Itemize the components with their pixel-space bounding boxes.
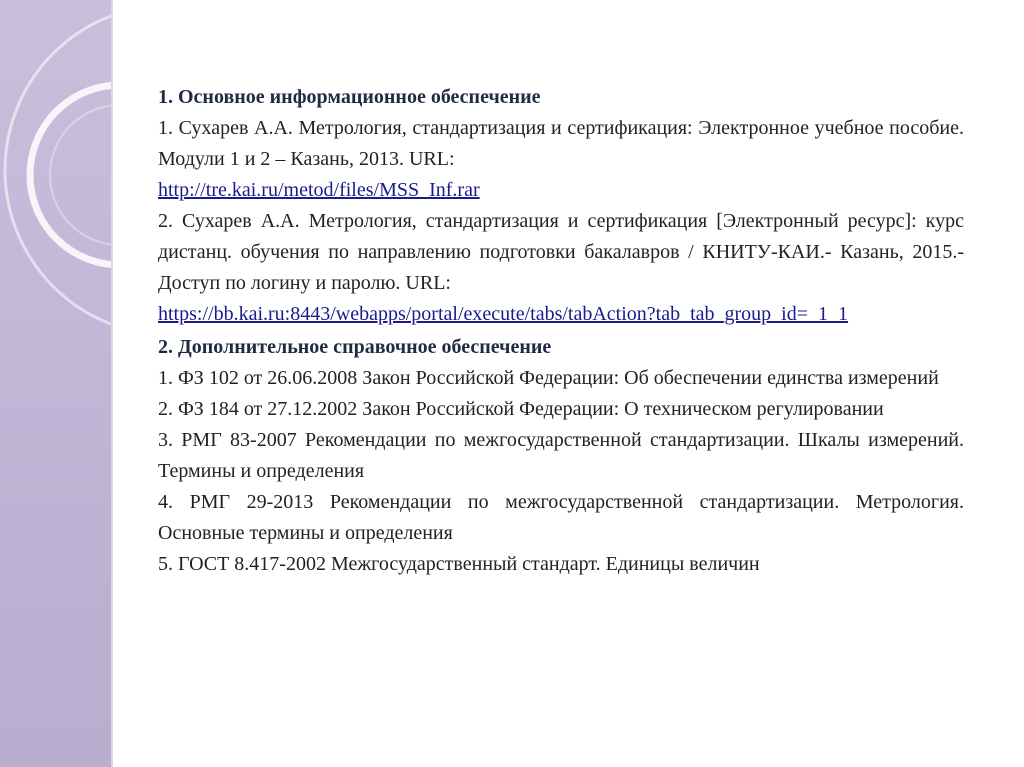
section-1-item-1-link[interactable]: http://tre.kai.ru/metod/files/MSS_Inf.rar xyxy=(158,179,480,201)
section-2-heading: 2. Дополнительное справочное обеспечение xyxy=(158,336,552,358)
section-1-item-2-text: 2. Сухарев А.А. Метрология, стандартизация и сертификация [Электронный ресурс]: курс дистанц. обучения по направлению подготовки бакалавров / КНИТУ-КАИ.- Казань, 2015.-Доступ по логину и паролю. URL: xyxy=(158,210,964,294)
decorative-circle-large xyxy=(5,5,111,335)
section-1-item-2 xyxy=(158,206,964,330)
decorative-circles xyxy=(0,0,111,767)
section-2-item-4: 4. РМГ 29-2013 Рекомендации по межгосударственной стандартизации. Метрология. Основные термины и определения xyxy=(158,491,964,544)
decorative-circle-small xyxy=(30,85,111,265)
section-2-item-2: 2. ФЗ 184 от 27.12.2002 Закон Российской Федерации: О техническом регулировании xyxy=(158,398,884,420)
section-1-item-1 xyxy=(158,113,964,206)
decorative-circle-inner xyxy=(50,105,111,245)
reference-list xyxy=(158,82,964,580)
decorative-sidebar xyxy=(0,0,111,767)
section-2-item-1: 1. ФЗ 102 от 26.06.2008 Закон Российской Федерации: Об обеспечении единства измерений xyxy=(158,367,939,389)
section-2-item-3: 3. РМГ 83-2007 Рекомендации по межгосударственной стандартизации. Шкалы измерений. Термины и определения xyxy=(158,429,964,482)
section-1-heading: 1. Основное информационное обеспечение xyxy=(158,86,541,108)
section-1-item-2-link[interactable]: https://bb.kai.ru:8443/webapps/portal/execute/tabs/tabAction?tab_tab_group_id=_1_1 xyxy=(158,303,849,325)
section-1-item-1-text: 1. Сухарев А.А. Метрология, стандартизация и сертификация: Электронное учебное пособие. Модули 1 и 2 – Казань, 2013. URL: xyxy=(158,117,964,170)
section-2-item-5: 5. ГОСТ 8.417-2002 Межгосударственный стандарт. Единицы величин xyxy=(158,553,760,575)
